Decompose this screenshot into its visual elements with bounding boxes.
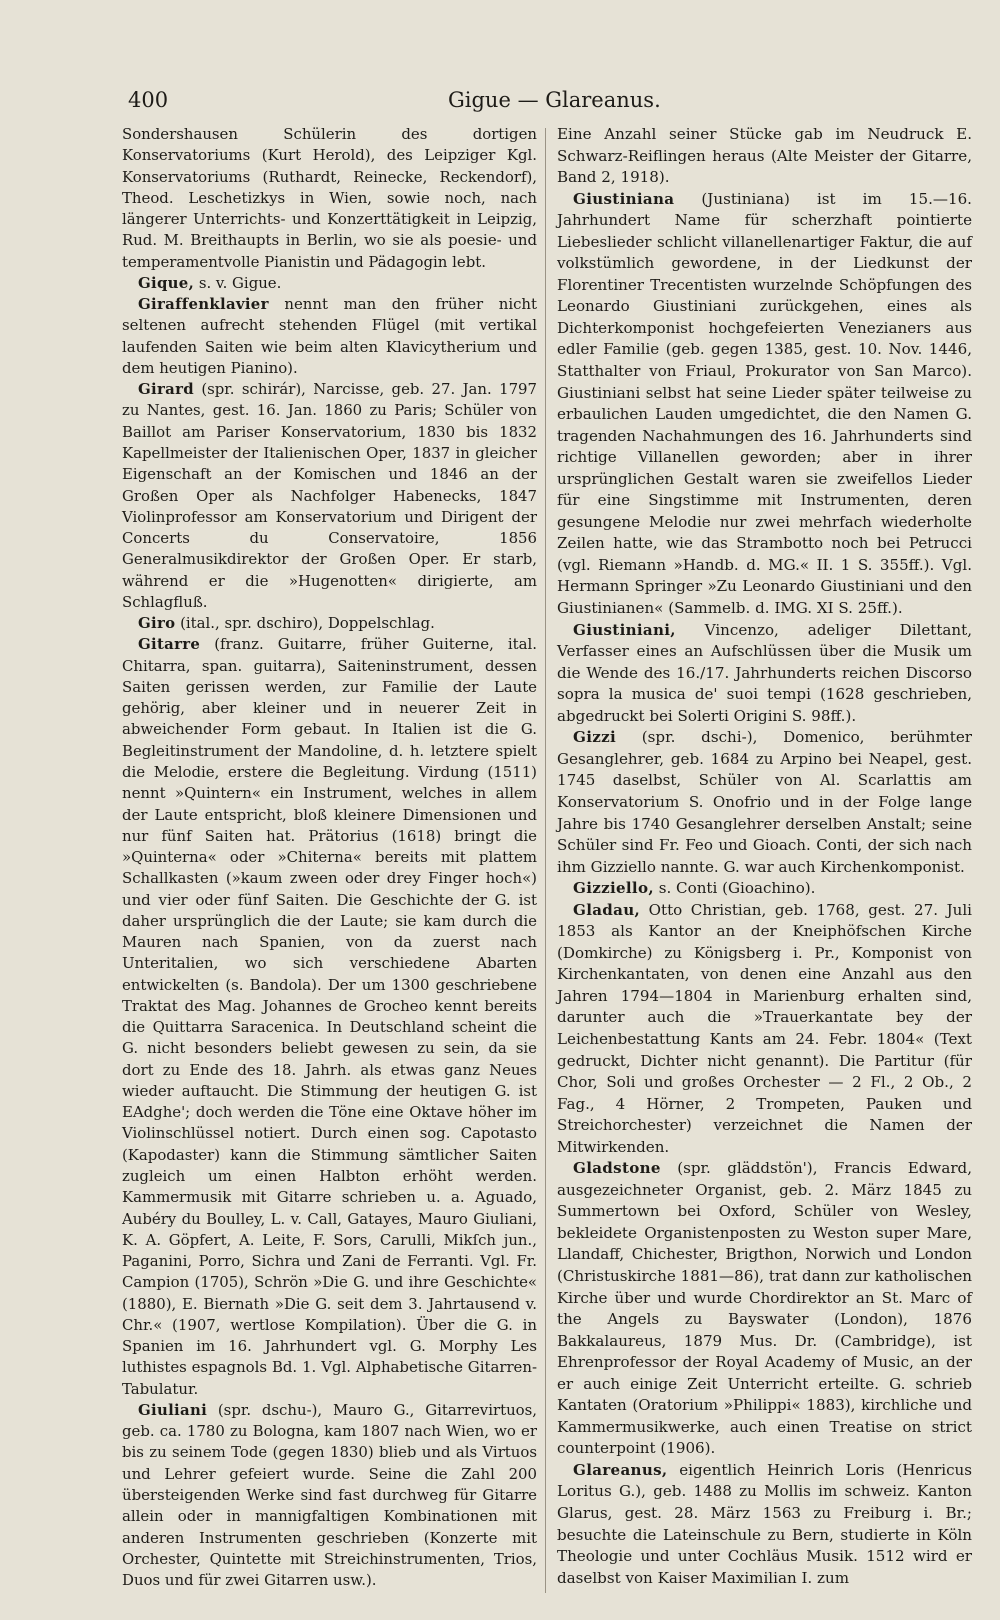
dictionary-entry xyxy=(122,1400,537,1591)
entry-text: (spr. gläddstön'), Francis Edward, ausgezeichneter Organist, geb. 2. März 1845 zu Summertown bei Oxford, Schüler von Wesley, bekleidete Organistenposten zu Weston super Mare, Llandaff, Chichester, Brigthon, Norwich und London (Christuskirche 1881—86), trat dann zur katholischen Kirche über und wurde Chordirektor an St. Marc of the Angels zu Bayswater (London), 1876 Bakkalaureus, 1879 Mus. Dr. (Cambridge), ist Ehrenprofessor der Royal Academy of Music, an der er auch einige Zeit Unterricht erteilte. G. schrieb Kantaten (Oratorium »Philippi« 1883), kirchliche und Kammermusikwerke, auch einen Treatise on strict counterpoint (1906). xyxy=(557,1159,972,1458)
entry-headword: Giro xyxy=(138,614,176,633)
dictionary-entry xyxy=(122,379,537,613)
entry-text: Sondershausen Schülerin des dortigen Konservatoriums (Kurt Herold), des Leipziger Kgl. Konservatoriums (Ruthardt, Reinecke, Reckendorf), Theod. Leschetizkys in Wien, sowie noch, nach längerer Unterrichts- und Konzerttätigkeit in Leipzig, Rud. M. Breithaupts in Berlin, wo sie als poesie- und temperamentvolle Pianistin und Pädagogin lebt. xyxy=(122,125,537,271)
entry-text: (ital., spr. dschiro), Doppelschlag. xyxy=(180,614,435,633)
entry-headword: Gique, xyxy=(138,273,195,292)
dictionary-entry xyxy=(122,294,537,379)
page-header xyxy=(128,88,970,120)
entry-text: (franz. Guitarre, früher Guiterne, ital. Chitarra, span. guitarra), Saiteninstrument, dessen Saiten gerissen werden, zur Familie der Laute gehörig, aber kleiner und in neuerer Zeit in abweichender Form gebaut. In Italien ist die G. Begleitinstrument der Mandoline, d. h. letztere spielt die Melodie, erstere die Begleitung. Virdung (1511) nennt »Quintern« ein Instrument, welches in allem der Laute entspricht, bloß kleinere Dimensionen und nur fünf Saiten hat. Prätorius (1618) bringt die »Quinterna« oder »Chiterna« bereits mit plattem Schallkasten (»kaum zween oder drey Finger hoch«) und vier oder fünf Saiten. Die Geschichte der G. ist daher ursprünglich die der Laute; sie kam durch die Mauren nach Spanien, von da zuerst nach Unteritalien, wo sich verschiedene Abarten entwickelten (s. Bandola). Der um 1300 geschriebene Traktat des Mag. Johannes de Grocheo kennt bereits die Quittarra Saracenica. In Deutschland scheint die G. nicht besonders beliebt gewesen zu sein, da sie dort zu Ende des 18. Jahrh. als etwas ganz Neues wieder auftaucht. Die Stimmung der heutigen G. ist EAdghe'; doch werden die Töne eine Oktave höher im Violinschlüssel notiert. Durch einen sog. Capotasto (Kapodaster) kann die Stimmung sämtlicher Saiten zugleich um einen Halbton erhöht werden. Kammermusik mit Gitarre schrieben u. a. Aguado, Aubéry du Boulley, L. v. Call, Gatayes, Mauro Giuliani, K. A. Göpfert, A. Leite, F. Sors, Carulli, Mikſch jun., Paganini, Porro, Sichra und Zani de Ferranti. Vgl. Fr. Campion (1705), Schrön »Die G. und ihre Geschichte« (1880), E. Biernath »Die G. seit dem 3. Jahrtausend v. Chr.« (1907, wertlose Kompilation). Über die G. in Spanien im 16. Jahrhundert vgl. G. Morphy Les luthistes espagnols Bd. 1. Vgl. Alphabetische Gitarren-Tabulatur. xyxy=(122,635,538,1398)
entry-headword: Glareanus, xyxy=(573,1460,668,1479)
entry-headword: Giustiniana xyxy=(573,189,675,208)
entry-headword: Gladau, xyxy=(573,900,641,919)
dictionary-entry xyxy=(122,634,537,1400)
dictionary-entry xyxy=(557,1158,972,1460)
entry-text: (spr. dschu-), Mauro G., Gitarrevirtuos, geb. ca. 1780 zu Bologna, kam 1807 nach Wien, wo er bis zu seinem Tode (gegen 1830) blieb und als Virtuos und Lehrer gefeiert wurde. Seine die Zahl 200 übersteigenden Werke sind fast durchweg für Gitarre allein oder in mannigfaltigen Kombinationen mit anderen Instrumenten geschrieben (Konzerte mit Orchester, Quintette mit Streichinstrumenten, Trios, Duos und für zwei Gitarren usw.). xyxy=(122,1400,538,1590)
entry-headword: Girard xyxy=(138,380,194,399)
running-title: Gigue — Glareanus. xyxy=(448,88,661,112)
entry-headword: Giuliani xyxy=(138,1400,208,1419)
dictionary-entry xyxy=(557,900,972,1159)
entry-text: (Justiniana) ist im 15.—16. Jahrhundert Name für scherzhaft pointierte Liebeslieder schlicht villanellenartiger Faktur, die auf volkstümlich gewordene, in der Liedkunst der Florentiner Trecentisten wurzelnde Schöpfungen des Leonardo Giustiniani zurückgehen, eines als Dichterkomponist hochgefeierten Venezianers aus edler Familie (geb. gegen 1385, gest. 10. Nov. 1446, Statthalter von Friaul, Prokurator von San Marco). Giustiniani selbst hat seine Lieder später teilweise zu erbaulichen Lauden umgedichtet, die den Namen G. tragenden Nachahmungen des 16. Jahrhunderts sind richtige Villanellen geworden; aber in ihrer ursprünglichen Gestalt waren sie zweifellos Lieder für eine Singstimme mit Instrumenten, deren gesungene Melodie nur zwei mehrfach wiederholte Zeilen hatte, wie das Strambotto noch bei Petrucci (vgl. Riemann »Handb. d. MG.« II. 1 S. 355ff.). Vgl. Hermann Springer »Zu Leonardo Giustiniani und den Giustinianen« (Sammelb. d. IMG. XI S. 25ff.). xyxy=(557,189,972,618)
entry-headword: Giustiniani, xyxy=(573,620,676,639)
entry-headword: Gizziello, xyxy=(573,879,654,898)
right-column xyxy=(557,124,972,1589)
left-column xyxy=(122,124,537,1591)
entry-text: Otto Christian, geb. 1768, gest. 27. Juli 1853 als Kantor an der Kneiphöfschen Kirche (Domkirche) zu Königsberg i. Pr., Komponist von Kirchenkantaten, von denen eine Anzahl aus den Jahren 1794—1804 in Marienburg erhalten sind, darunter auch die »Trauerkantate bey der Leichenbestattung Kants am 24. Febr. 1804« (Text gedruckt, Dichter nicht genannt). Die Partitur (für Chor, Soli und großes Orchester — 2 Fl., 2 Ob., 2 Fag., 4 Hörner, 2 Trompeten, Pauken und Streichorchester) verzeichnet die Namen der Mitwirkenden. xyxy=(557,900,972,1156)
dictionary-entry xyxy=(122,613,537,634)
entry-text: s. Conti (Gioachino). xyxy=(658,879,816,898)
entry-text: Eine Anzahl seiner Stücke gab im Neudruck E. Schwarz-Reiflingen heraus (Alte Meister der Gitarre, Band 2, 1918). xyxy=(557,125,972,187)
column-divider xyxy=(545,128,546,1593)
dictionary-entry xyxy=(557,1460,972,1589)
dictionary-entry xyxy=(557,727,972,878)
dictionary-entry xyxy=(557,620,972,728)
entry-headword: Giraffenklavier xyxy=(138,295,269,314)
dictionary-entry xyxy=(557,878,972,900)
entry-text: Vincenzo, adeliger Dilettant, Verfasser eines an Aufschlüssen über die Musik um die Wende des 16./17. Jahrhunderts reichen Discorso sopra la musica de' suoi tempi (1628 geschrieben, abgedruckt bei Solerti Origini S. 98ff.). xyxy=(557,620,972,725)
entry-headword: Gizzi xyxy=(573,728,617,747)
entry-headword: Gitarre xyxy=(138,635,201,654)
entry-text: (spr. schirár), Narcisse, geb. 27. Jan. 1797 zu Nantes, gest. 16. Jan. 1860 zu Paris; Schüler von Baillot am Pariser Konservatorium, 1830 bis 1832 Kapellmeister der Italienischen Oper, 1837 in gleicher Eigenschaft an der Komischen und 1846 an der Großen Oper als Nachfolger Habenecks, 1847 Violinprofessor am Konservatorium und Dirigent der Concerts du Conservatoire, 1856 Generalmusikdirektor der Großen Oper. Er starb, während er die »Hugenotten« dirigierte, am Schlagfluß. xyxy=(122,380,538,611)
entry-headword: Gladstone xyxy=(573,1159,661,1178)
entry-text: s. v. Gigue. xyxy=(198,273,282,292)
entry-text: (spr. dschi-), Domenico, berühmter Gesanglehrer, geb. 1684 zu Arpino bei Neapel, gest. 1745 daselbst, Schüler von Al. Scarlattis am Konservatorium S. Onofrio und in der Folge lange Jahre bis 1740 Gesanglehrer derselben Anstalt; seine Schüler sind Fr. Feo und Gioach. Conti, der sich nach ihm Gizziello nannte. G. war auch Kirchenkomponist. xyxy=(557,728,972,876)
page-number: 400 xyxy=(128,88,169,112)
entry-continuation xyxy=(122,124,537,273)
dictionary-entry xyxy=(122,273,537,294)
entry-text: eigentlich Heinrich Loris (Henricus Loritus G.), geb. 1488 zu Mollis im schweiz. Kanton Glarus, gest. 28. März 1563 zu Freiburg i. Br.; besuchte die Lateinschule zu Bern, studierte in Köln Theologie und unter Cochläus Musik. 1512 wird er daselbst von Kaiser Maximilian I. zum xyxy=(557,1460,972,1587)
dictionary-entry xyxy=(557,189,972,620)
entry-text: nennt man den früher nicht seltenen aufrecht stehenden Flügel (mit vertikal laufenden Saiten wie beim alten Klavicytherium und dem heutigen Pianino). xyxy=(122,295,538,377)
entry-continuation xyxy=(557,124,972,189)
